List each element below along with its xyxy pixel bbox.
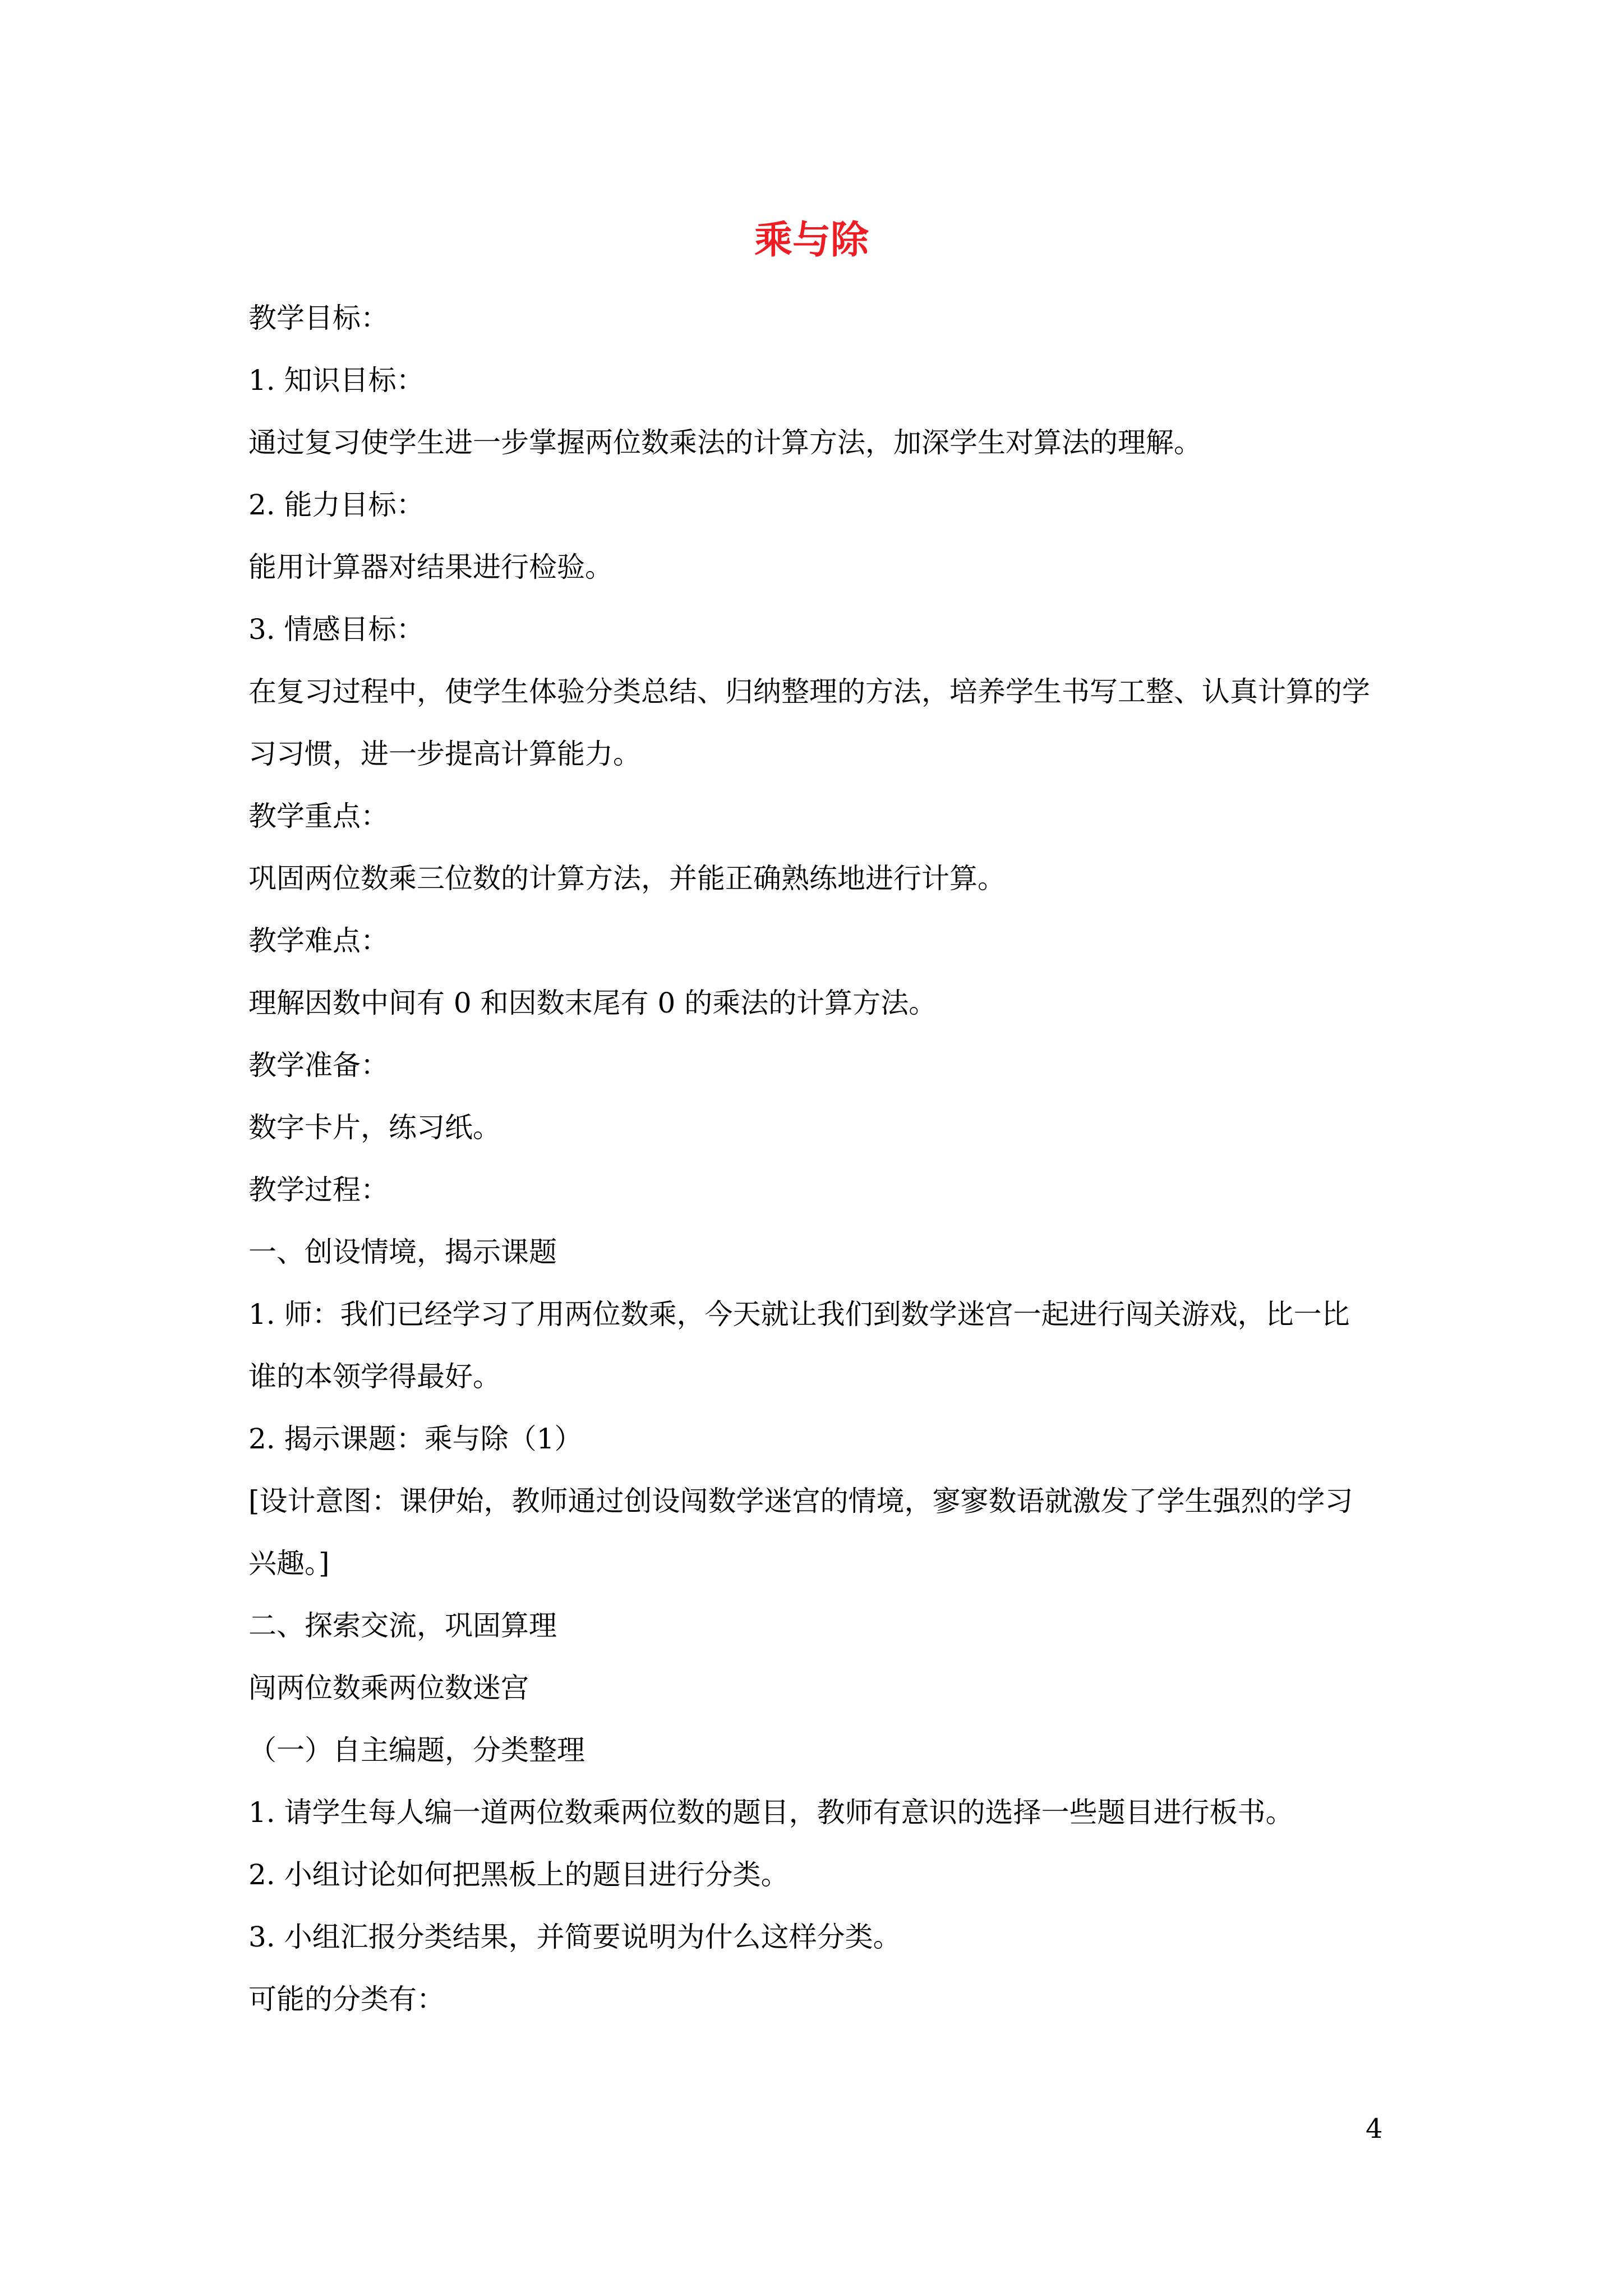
text-line: 1. 知识目标：: [248, 364, 425, 397]
text-line: 通过复习使学生进一步掌握两位数乘法的计算方法，加深学生对算法的理解。: [248, 426, 1202, 459]
text-line: 二、探索交流，巩固算理: [248, 1609, 557, 1642]
text-line: [设计意图：课伊始，教师通过创设闯数学迷宫的情境，寥寥数语就激发了学生强烈的学习: [248, 1485, 1353, 1517]
text-line: 教学重点：: [248, 800, 389, 832]
text-line: 教学目标：: [248, 302, 389, 334]
text-line: 习习惯，进一步提高计算能力。: [248, 738, 641, 770]
text-line: 能用计算器对结果进行检验。: [248, 551, 613, 583]
text-line: 在复习过程中，使学生体验分类总结、归纳整理的方法，培养学生书写工整、认真计算的学: [248, 675, 1370, 708]
page-number: 4: [1366, 2113, 1383, 2145]
text-line: 教学准备：: [248, 1049, 389, 1082]
text-line: 1. 请学生每人编一道两位数乘两位数的题目，教师有意识的选择一些题目进行板书。: [248, 1796, 1294, 1829]
text-line: 2. 揭示课题：乘与除（1）: [248, 1423, 583, 1455]
text-line: 教学过程：: [248, 1174, 389, 1206]
text-line: 理解因数中间有 0 和因数末尾有 0 的乘法的计算方法。: [248, 987, 937, 1019]
text-line: （一）自主编题，分类整理: [248, 1734, 585, 1766]
text-line: 数字卡片，练习纸。: [248, 1111, 501, 1144]
text-line: 一、创设情境，揭示课题: [248, 1236, 557, 1268]
page-title: 乘与除: [754, 218, 869, 263]
text-line: 1. 师：我们已经学习了用两位数乘，今天就让我们到数学迷宫一起进行闯关游戏，比一比: [248, 1298, 1350, 1331]
text-line: 2. 能力目标：: [248, 489, 425, 521]
document-body: [248, 287, 1390, 2031]
text-line: 3. 小组汇报分类结果，并简要说明为什么这样分类。: [248, 1921, 901, 1953]
text-line: 教学难点：: [248, 924, 389, 957]
text-line: 巩固两位数乘三位数的计算方法，并能正确熟练地进行计算。: [248, 862, 1006, 895]
text-line: 闯两位数乘两位数迷宫: [248, 1672, 529, 1704]
text-line: 3. 情感目标：: [248, 613, 425, 646]
text-line: 可能的分类有：: [248, 1983, 445, 2016]
text-line: 兴趣。]: [248, 1547, 330, 1580]
text-line: 谁的本领学得最好。: [248, 1360, 501, 1393]
text-line: 2. 小组讨论如何把黑板上的题目进行分类。: [248, 1858, 789, 1891]
